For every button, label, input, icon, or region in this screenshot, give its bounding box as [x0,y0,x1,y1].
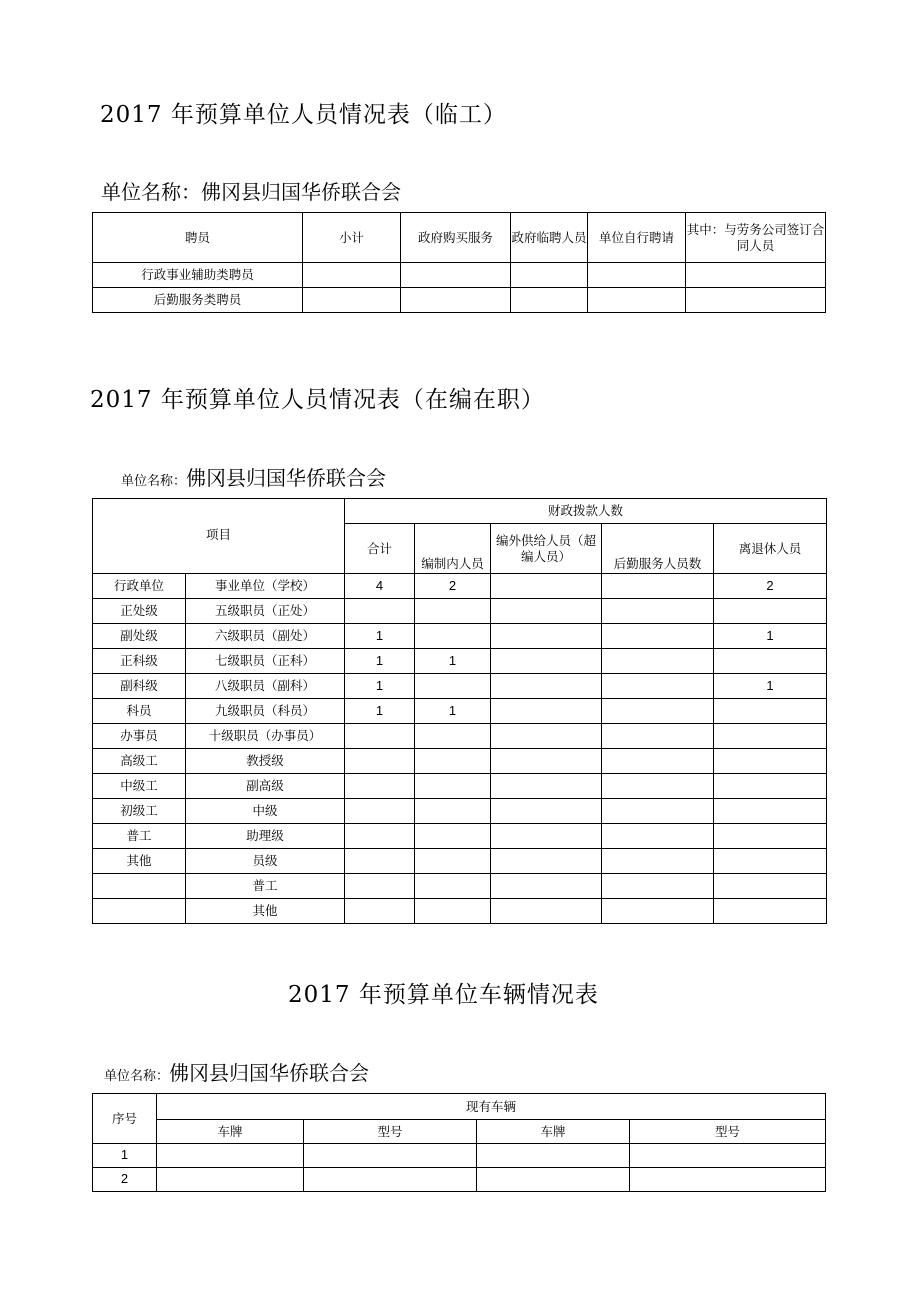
section1-unit-line [101,176,401,205]
unit-name: 佛冈县归国华侨联合会 [169,1061,370,1085]
table-row: 普工 助理级 [93,824,827,849]
table-row [93,1144,826,1168]
section3-title: 2017 年预算单位车辆情况表 [288,982,599,1008]
table-row [93,1168,826,1192]
section2-title: 2017 年预算单位人员情况表（在编在职） [90,387,545,413]
row-label: 行政事业辅助类聘员 [93,263,303,288]
temp-staff-table [92,212,826,313]
header-index: 序号 [93,1094,157,1144]
section2-unit-line [121,462,386,491]
unit-name: 佛冈县归国华侨联合会 [201,180,401,204]
header-model: 型号 [304,1120,477,1144]
table-row: 正处级 五级职员（正处） [93,599,827,624]
table-row: 正科级 七级职员（正科） 1 1 [93,649,827,674]
header-out-quota: 编外供给人员（超编人员） [491,524,602,574]
header-fiscal-group: 财政拨款人数 [345,499,827,524]
staff-rows [93,574,827,924]
table-row: 其他 员级 [93,849,827,874]
section3-unit-line [104,1057,369,1086]
header-plate: 车牌 [157,1120,304,1144]
header-vehicles: 现有车辆 [157,1094,826,1120]
header-in-quota: 编制内人员 [415,524,491,574]
table-row: 初级工 中级 [93,799,827,824]
header-plate: 车牌 [477,1120,630,1144]
row-label: 后勤服务类聘员 [93,288,303,313]
header-employee: 聘员 [93,213,303,263]
header-subtotal: 小计 [303,213,401,263]
header-gov-temp: 政府临聘人员 [511,213,588,263]
table-row: 中级工 副高级 [93,774,827,799]
header-total: 合计 [345,524,415,574]
section1-title: 2017 年预算单位人员情况表（临工） [100,102,507,128]
unit-label: 单位名称： [101,180,201,204]
staff-table [92,498,827,924]
unit-name: 佛冈县归国华侨联合会 [186,466,387,490]
table-row [93,263,826,288]
table-row: 行政单位 事业单位（学校） 4 2 2 [93,574,827,599]
table-row: 副处级 六级职员（副处） 1 1 [93,624,827,649]
vehicle-table [92,1093,826,1192]
header-gov-purchase: 政府购买服务 [401,213,511,263]
table-row: 科员 九级职员（科员） 1 1 [93,699,827,724]
row-index: 1 [93,1144,157,1168]
header-self-hired: 单位自行聘请 [588,213,686,263]
row-index: 2 [93,1168,157,1192]
table-row: 高级工 教授级 [93,749,827,774]
header-item: 项目 [93,499,345,574]
header-retired: 离退休人员 [714,524,827,574]
table-row: 普工 [93,874,827,899]
unit-label: 单位名称： [104,1069,170,1084]
table-row: 副科级 八级职员（副科） 1 1 [93,674,827,699]
unit-label: 单位名称： [121,474,187,489]
header-model: 型号 [630,1120,826,1144]
header-service: 后勤服务人员数 [602,524,714,574]
table-row: 办事员 十级职员（办事员） [93,724,827,749]
header-labor-contract: 其中：与劳务公司签订合同人员 [686,213,826,263]
table-row: 其他 [93,899,827,924]
table-row [93,288,826,313]
